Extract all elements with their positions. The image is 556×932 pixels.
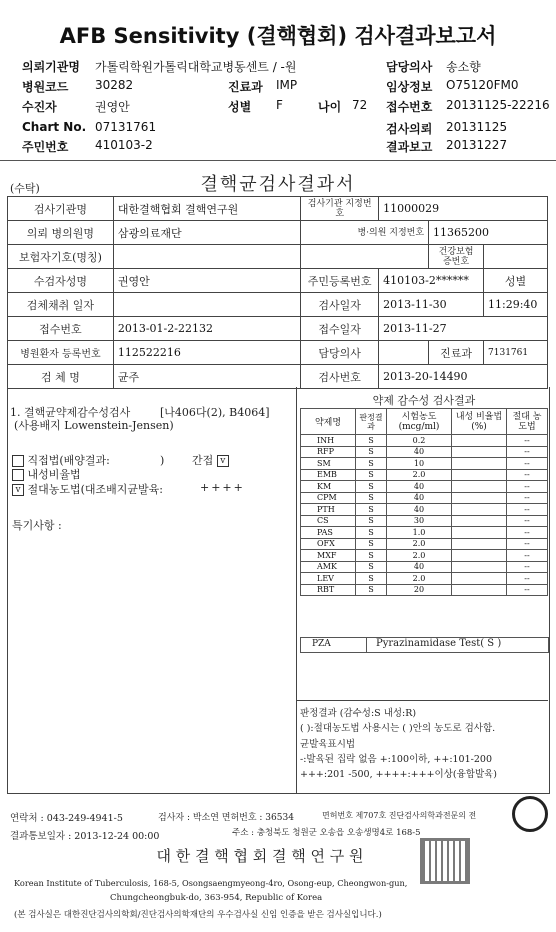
drug-row — [301, 527, 548, 539]
drug-ratio — [452, 435, 507, 447]
header-value-rrn: 410103-2 — [95, 138, 153, 152]
option-absolute-label: 절대농도법(대조배지균발육: — [27, 483, 164, 496]
header-value-reception: 20131125-22216 — [446, 98, 550, 112]
footer-address: 주소 : 충청북도 청원군 오송읍 오송생명4로 168-5 — [232, 828, 421, 838]
insurer-label: 보험자기호(명칭) — [8, 245, 114, 269]
drug-name: PTH — [301, 504, 356, 516]
method-code: [나406다(2), B4064] — [160, 406, 270, 419]
drug-result: S — [356, 481, 387, 493]
specimen-label: 검 체 명 — [8, 365, 114, 389]
drug-result: S — [356, 492, 387, 504]
drug-abs: -- — [507, 550, 548, 562]
absolute-checkbox[interactable]: v — [12, 484, 24, 496]
header-value-chart: 07131761 — [95, 120, 157, 134]
drug-result: S — [356, 584, 387, 596]
drug-conc: 0.2 — [387, 435, 452, 447]
drug-row — [301, 492, 548, 504]
ratio-checkbox[interactable] — [12, 469, 24, 481]
drug-ratio — [452, 469, 507, 481]
drug-conc: 40 — [387, 492, 452, 504]
hosp-no-label: 병·의원 지정번호 — [301, 221, 429, 245]
drug-row — [301, 584, 548, 596]
scan-divider — [0, 160, 556, 161]
header-value-sex: F — [276, 98, 283, 112]
drug-row — [301, 573, 548, 585]
drug-name: INH — [301, 435, 356, 447]
method-line1: 1. 결핵균약제감수성검사 — [10, 406, 131, 419]
drug-ratio — [452, 481, 507, 493]
drug-conc: 2.0 — [387, 550, 452, 562]
scan-info-table — [7, 196, 548, 389]
header-label-chart: Chart No. — [22, 120, 87, 134]
method-line2: (사용배지 Lowenstein-Jensen) — [14, 419, 174, 432]
drug-conc: 40 — [387, 446, 452, 458]
drug-name: CPM — [301, 492, 356, 504]
growth-value: ++++ — [200, 481, 245, 494]
chart-value: 112522216 — [113, 341, 300, 365]
header-value-hospital-code: 30282 — [95, 78, 134, 92]
drug-abs: -- — [507, 538, 548, 550]
insurance-no-label: 건강보험 증번호 — [429, 245, 484, 269]
result-section-split — [296, 387, 297, 793]
drug-abs: -- — [507, 573, 548, 585]
drug-ratio — [452, 561, 507, 573]
drug-abs: -- — [507, 515, 548, 527]
drug-result: S — [356, 561, 387, 573]
drug-name: EMB — [301, 469, 356, 481]
legend-line1: 판정결과 (감수성:S 내성:R) — [300, 708, 417, 719]
reception-no-value: 2013-01-2-22132 — [113, 317, 300, 341]
drug-result: S — [356, 527, 387, 539]
drug-row — [301, 515, 548, 527]
drug-result: S — [356, 573, 387, 585]
round-seal-icon — [512, 796, 548, 832]
header-label-clinical: 임상정보 — [386, 80, 433, 94]
legend-line4: -:발육된 집락 없음 +:100이하, ++:101-200 — [300, 754, 492, 765]
drug-name: RBT — [301, 584, 356, 596]
drug-conc: 40 — [387, 504, 452, 516]
drug-ratio — [452, 504, 507, 516]
drug-result: S — [356, 504, 387, 516]
option-direct-label: 직접법(배양결과: — [27, 454, 110, 467]
drug-result: S — [356, 550, 387, 562]
drug-result: S — [356, 446, 387, 458]
header-value-dept: IMP — [276, 78, 298, 92]
scan-tag: (수탁) — [10, 182, 40, 195]
dept-label: 진료과 — [429, 341, 484, 365]
footer-institute-en2: Chungcheongbuk-do, 363-954, Republic of Korea — [110, 893, 323, 903]
patient-value: 권영안 — [113, 269, 300, 293]
inst-label: 검사기관명 — [8, 197, 114, 221]
insurer-value — [113, 245, 300, 269]
header-label-sex: 성별 — [228, 100, 252, 114]
drug-abs: -- — [507, 561, 548, 573]
drug-ratio — [452, 527, 507, 539]
drug-header-result: 판정결과 — [356, 409, 387, 435]
option-ratio-label: 내성비율법 — [27, 468, 81, 481]
indirect-checkbox[interactable]: v — [217, 455, 229, 467]
drug-name: OFX — [301, 538, 356, 550]
drug-result: S — [356, 515, 387, 527]
test-date-value: 2013-11-30 — [379, 293, 484, 317]
drug-abs: -- — [507, 481, 548, 493]
header-label-doctor: 담당의사 — [386, 60, 433, 74]
test-no-value: 2013-20-14490 — [379, 365, 548, 389]
footer-examiner: 검사자 : 박소연 면허번호 : 36534 — [158, 813, 294, 823]
header-label-requester: 의뢰기관명 — [22, 60, 80, 74]
drug-conc: 40 — [387, 561, 452, 573]
option-absolute — [12, 481, 163, 497]
header-label-hospital-code: 병원코드 — [22, 80, 69, 94]
drug-row — [301, 550, 548, 562]
drug-abs: -- — [507, 492, 548, 504]
drug-result: S — [356, 435, 387, 447]
inst-no-value: 11000029 — [379, 197, 548, 221]
drug-name: LEV — [301, 573, 356, 585]
drug-conc: 40 — [387, 481, 452, 493]
scan-form-title: 결핵균검사결과서 — [200, 174, 356, 195]
test-time-value: 11:29:40 — [484, 293, 548, 317]
header-label-dept: 진료과 — [228, 80, 263, 94]
drug-ratio — [452, 458, 507, 470]
drug-name: SM — [301, 458, 356, 470]
drug-row — [301, 538, 548, 550]
drug-abs: -- — [507, 584, 548, 596]
sex-label: 성별 — [484, 269, 548, 293]
option-direct-close: ) — [160, 454, 165, 467]
drug-header-abs: 절대 농도법 — [507, 409, 548, 435]
collect-date-label: 검체채취 일자 — [8, 293, 114, 317]
header-label-rrn: 주민번호 — [22, 140, 69, 154]
hosp-no-value: 11365200 — [429, 221, 548, 245]
footer-contact: 연락처 : 043-249-4941-5 — [10, 813, 123, 824]
square-seal-icon — [420, 838, 470, 884]
drug-result: S — [356, 469, 387, 481]
drug-conc: 2.0 — [387, 469, 452, 481]
drug-result: S — [356, 538, 387, 550]
drug-row — [301, 435, 548, 447]
rrn-label: 주민등록번호 — [301, 269, 379, 293]
option-indirect — [192, 452, 229, 468]
header-value-patient: 권영안 — [95, 100, 130, 114]
drug-conc: 10 — [387, 458, 452, 470]
specimen-value: 균주 — [113, 365, 300, 389]
header-label-request-date: 검사의뢰 — [386, 122, 433, 136]
drug-abs: -- — [507, 458, 548, 470]
header-value-clinical: O75120FM0 — [446, 78, 519, 92]
drug-name: MXF — [301, 550, 356, 562]
footer-cert: (본 검사실은 대한진단검사의학회/진단검사의학재단의 우수검사실 신임 인증을 받은 검사실입니다.) — [14, 910, 382, 920]
indirect-label: 간접 — [192, 454, 214, 467]
drug-abs: -- — [507, 527, 548, 539]
drug-row — [301, 481, 548, 493]
drug-name: PAS — [301, 527, 356, 539]
reception-date-value: 2013-11-27 — [379, 317, 548, 341]
drug-ratio — [452, 492, 507, 504]
reception-no-label: 접수번호 — [8, 317, 114, 341]
drug-table-title: 약제 감수성 검사결과 — [372, 394, 476, 407]
dept-value: 7131761 — [484, 341, 548, 365]
inst-no-label: 검사기관 지정번호 — [301, 197, 379, 221]
drug-conc: 1.0 — [387, 527, 452, 539]
legend-line5: +++:201 -500, ++++:+++이상(융합발육) — [300, 769, 498, 780]
drug-row — [301, 469, 548, 481]
header-value-report-date: 20131227 — [446, 138, 508, 152]
header-value-requester: 가톨릭학원가톨릭대학교병동센트 / -원 — [95, 60, 297, 74]
footer-institute-en: Korean Institute of Tuberculosis, 168-5, Osongsaengmyeong-4ro, Osong-eup, Cheongwon-gun, — [14, 878, 408, 888]
drug-name: RFP — [301, 446, 356, 458]
drug-ratio — [452, 584, 507, 596]
reception-date-label: 접수일자 — [301, 317, 379, 341]
drug-result: S — [356, 458, 387, 470]
header-value-age: 72 — [352, 98, 368, 112]
drug-header-conc: 시험농도 (mcg/ml) — [387, 409, 452, 435]
legend-line3: 균발육표시법 — [300, 739, 356, 750]
drug-header-name: 약제명 — [301, 409, 356, 435]
drug-abs: -- — [507, 504, 548, 516]
report-title: AFB Sensitivity (결핵협회) 검사결과보고서 — [59, 24, 497, 48]
header-value-request-date: 20131125 — [446, 120, 508, 134]
drug-name: KM — [301, 481, 356, 493]
footer-director: 면허번호 제707호 진단검사의학과전문의 전 — [322, 811, 477, 820]
header-label-report-date: 결과보고 — [386, 140, 433, 154]
header-value-doctor: 송소향 — [446, 60, 481, 74]
drug-conc: 20 — [387, 584, 452, 596]
drug-ratio — [452, 573, 507, 585]
drug-conc: 2.0 — [387, 573, 452, 585]
option-ratio — [12, 466, 81, 482]
test-date-label: 검사일자 — [301, 293, 379, 317]
header-label-patient: 수진자 — [22, 100, 57, 114]
pza-value: Pyrazinamidase Test( S ) — [376, 638, 502, 649]
drug-row — [301, 561, 548, 573]
legend-line2: ( ):절대농도법 사용시는 ( )안의 농도로 검사함. — [300, 723, 496, 734]
footer-report-date: 결과통보일자 : 2013-12-24 00:00 — [10, 831, 160, 842]
test-no-label: 검사번호 — [301, 365, 379, 389]
drug-abs: -- — [507, 435, 548, 447]
drug-name: CS — [301, 515, 356, 527]
drug-row — [301, 458, 548, 470]
drug-ratio — [452, 446, 507, 458]
drug-table — [300, 408, 548, 596]
drug-ratio — [452, 538, 507, 550]
doctor-label: 담당의사 — [301, 341, 379, 365]
drug-conc: 30 — [387, 515, 452, 527]
drug-ratio — [452, 515, 507, 527]
drug-conc: 2.0 — [387, 538, 452, 550]
inst-value: 대한결핵협회 결핵연구원 — [113, 197, 300, 221]
drug-name: AMK — [301, 561, 356, 573]
header-label-reception: 접수번호 — [386, 100, 433, 114]
hosp-value: 삼광의료재단 — [113, 221, 300, 245]
pza-label: PZA — [312, 639, 331, 649]
remarks-label: 특기사항 : — [12, 519, 62, 532]
drug-row — [301, 504, 548, 516]
drug-abs: -- — [507, 446, 548, 458]
drug-ratio — [452, 550, 507, 562]
patient-label: 수검자성명 — [8, 269, 114, 293]
hosp-label: 의뢰 병의원명 — [8, 221, 114, 245]
drug-header-ratio: 내성 비율법(%) — [452, 409, 507, 435]
header-label-age: 나이 — [318, 100, 342, 114]
drug-row — [301, 446, 548, 458]
rrn-value: 410103-2****** — [379, 269, 484, 293]
footer-institute-kr: 대 한 결 핵 협 회 결 핵 연 구 원 — [156, 847, 364, 865]
drug-abs: -- — [507, 469, 548, 481]
chart-label: 병원환자 등록번호 — [8, 341, 114, 365]
